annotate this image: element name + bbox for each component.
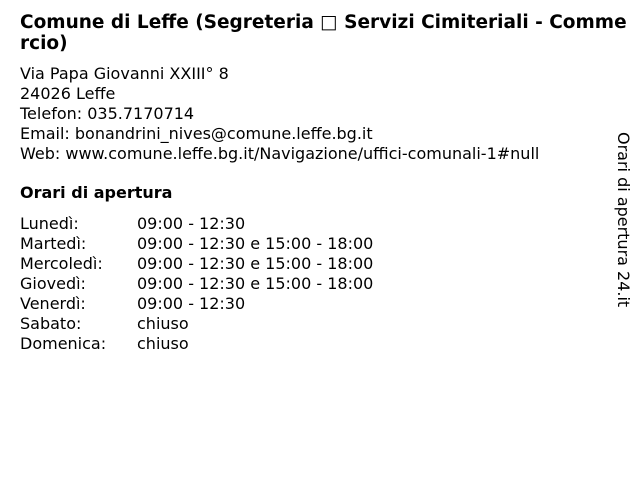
- hours-day: Domenica:: [20, 334, 107, 353]
- hours-row: [20, 294, 373, 314]
- contact-info: [20, 64, 539, 164]
- address-line: Via Papa Giovanni XXIII° 8: [20, 64, 229, 83]
- hours-row: [20, 314, 373, 334]
- hours-day: Mercoledì:: [20, 254, 103, 273]
- page-title: Comune di Leffe (Segreteria □ Servizi Cimiteriali - Commercio): [20, 12, 627, 54]
- hours-row: [20, 334, 373, 354]
- hours-time: 09:00 - 12:30 e 15:00 - 18:00: [137, 274, 374, 293]
- hours-time: 09:00 - 12:30: [137, 214, 246, 233]
- phone-line: Telefon: 035.7170714: [20, 104, 195, 123]
- hours-day: Venerdì:: [20, 294, 86, 313]
- hours-day: Lunedì:: [20, 214, 79, 233]
- hours-row: [20, 234, 373, 254]
- opening-hours-heading: Orari di apertura: [20, 183, 173, 202]
- web-line: Web: www.comune.leffe.bg.it/Navigazione/uffici-comunali-1#null: [20, 144, 540, 163]
- hours-day: Sabato:: [20, 314, 82, 333]
- hours-time: 09:00 - 12:30: [137, 294, 246, 313]
- site-watermark: Orari di apertura 24.it: [614, 132, 633, 308]
- hours-time: chiuso: [137, 334, 189, 353]
- hours-time: 09:00 - 12:30 e 15:00 - 18:00: [137, 234, 374, 253]
- hours-row: [20, 274, 373, 294]
- hours-row: [20, 214, 373, 234]
- hours-day: Giovedì:: [20, 274, 86, 293]
- hours-time: 09:00 - 12:30 e 15:00 - 18:00: [137, 254, 374, 273]
- city-line: 24026 Leffe: [20, 84, 116, 103]
- email-line: Email: bonandrini_nives@comune.leffe.bg.it: [20, 124, 373, 143]
- hours-row: [20, 254, 373, 274]
- hours-day: Martedì:: [20, 234, 87, 253]
- opening-hours-table: [20, 214, 373, 354]
- hours-time: chiuso: [137, 314, 189, 333]
